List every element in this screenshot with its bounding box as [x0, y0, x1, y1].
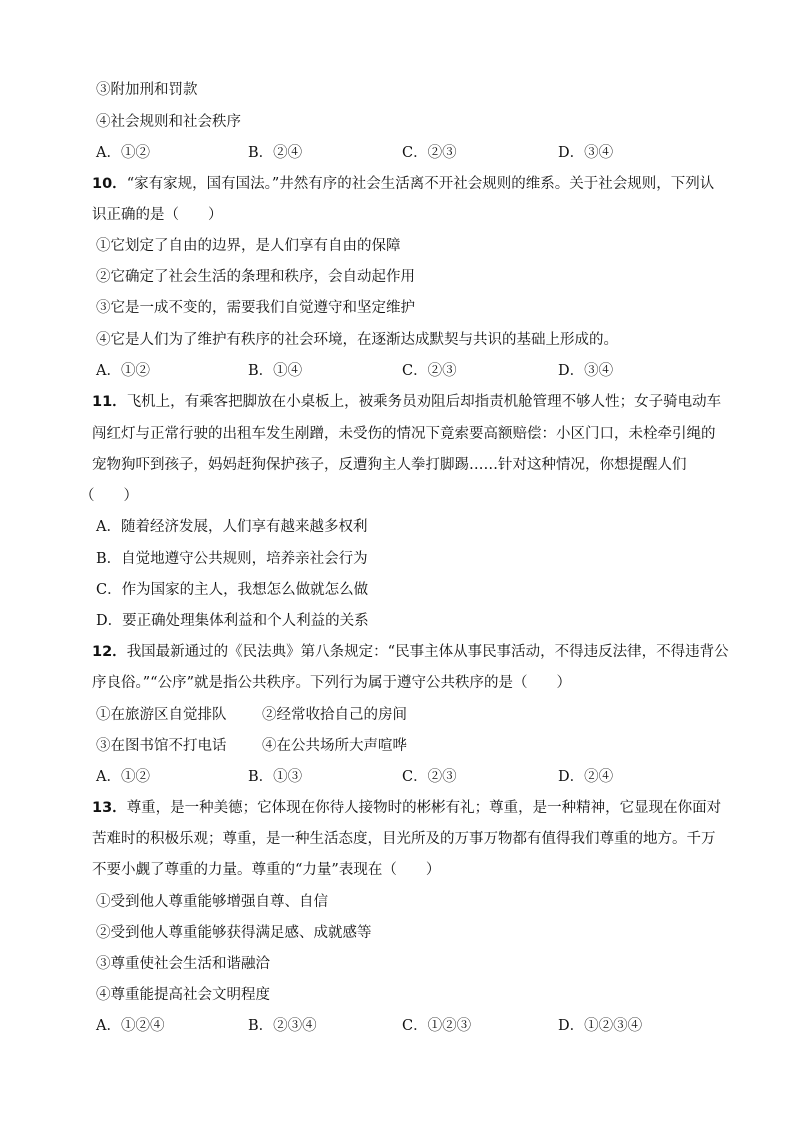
q11-stem-line-4: （ ） — [80, 488, 138, 504]
q10-option-d: D．③④ — [558, 363, 614, 379]
q9-option-c: C．②③ — [402, 145, 457, 161]
q12-item-4: ④在公共场所大声喧哗 — [262, 738, 407, 754]
q11-option-d: D．要正确处理集体利益和个人利益的关系 — [96, 613, 369, 629]
q9-option-b: B．②④ — [248, 145, 303, 161]
q12-item-1: ①在旅游区自觉排队 — [96, 707, 227, 723]
q10-item-3: ③它是一成不变的，需要我们自觉遵守和坚定维护 — [96, 300, 415, 316]
q10-item-2: ②它确定了社会生活的条理和秩序，会自动起作用 — [96, 269, 415, 285]
q13-item-1: ①受到他人尊重能够增强自尊、自信 — [96, 894, 328, 910]
q9-item-4: ④社会规则和社会秩序 — [96, 114, 241, 130]
q9-item-3: ③附加刑和罚款 — [96, 82, 198, 98]
q13-stem-line-2: 苦难时的积极乐观；尊重，是一种生活态度，目光所及的万事万物都有值得我们尊重的地方。千万 — [92, 831, 716, 847]
q13-item-2: ②受到他人尊重能够获得满足感、成就感等 — [96, 925, 372, 941]
q13-stem-line-3: 不要小觑了尊重的力量。尊重的“力量”表现在（ ） — [92, 862, 441, 878]
q12-item-2: ②经常收拾自己的房间 — [262, 707, 407, 723]
q11-option-c: C．作为国家的主人，我想怎么做就怎么做 — [96, 582, 369, 598]
q10-number: 10． — [92, 176, 127, 192]
q10-item-4: ④它是人们为了维护有秩序的社会环境，在逐渐达成默契与共识的基础上形成的。 — [96, 332, 618, 348]
q13-item-3: ③尊重使社会生活和谐融洽 — [96, 956, 270, 972]
q12-number: 12． — [92, 644, 127, 660]
q13-option-a: A．①②④ — [96, 1018, 165, 1034]
q10-item-1: ①它划定了自由的边界，是人们享有自由的保障 — [96, 238, 401, 254]
q11-stem-line-2: 闯红灯与正常行驶的出租车发生剐蹭，未受伤的情况下竟索要高额赔偿：小区门口，未栓牵引绳的 — [92, 426, 716, 442]
q10-option-c: C．②③ — [402, 363, 457, 379]
q11-option-a: A．随着经济发展，人们享有越来越多权利 — [96, 519, 368, 535]
q13-number: 13． — [92, 800, 127, 816]
q10-option-b: B．①④ — [248, 363, 303, 379]
q13-item-4: ④尊重能提高社会文明程度 — [96, 987, 270, 1003]
q11-stem-text-1: 飞机上，有乘客把脚放在小桌板上，被乘务员劝阻后却指责机舱管理不够人性；女子骑电动车 — [126, 394, 722, 410]
q11-number: 11． — [92, 394, 127, 410]
q10-stem-text-1: “家有家规，国有国法。”井然有序的社会生活离不开社会规则的维系。关于社会规则，下列认 — [126, 176, 715, 192]
q12-option-c: C．②③ — [402, 769, 457, 785]
q12-stem-line-1 — [92, 642, 729, 662]
q11-stem-line-1 — [92, 392, 721, 412]
q10-stem-line-2: 识正确的是（ ） — [92, 207, 223, 223]
q12-stem-text-1: 我国最新通过的《民法典》第八条规定：“民事主体从事民事活动，不得违反法律，不得违背公 — [126, 644, 729, 660]
q13-option-d: D．①②③④ — [558, 1018, 643, 1034]
q13-stem-line-1 — [92, 798, 721, 818]
q9-option-d: D．③④ — [558, 145, 614, 161]
q13-option-b: B．②③④ — [248, 1018, 317, 1034]
q12-option-d: D．②④ — [558, 769, 614, 785]
q13-option-c: C．①②③ — [402, 1018, 472, 1034]
q12-item-3: ③在图书馆不打电话 — [96, 738, 227, 754]
q12-option-b: B．①③ — [248, 769, 303, 785]
q12-stem-line-2: 序良俗。”“公序”就是指公共秩序。下列行为属于遵守公共秩序的是（ ） — [92, 675, 571, 691]
q13-stem-text-1: 尊重，是一种美德；它体现在你待人接物时的彬彬有礼；尊重，是一种精神，它显现在你面对 — [126, 800, 722, 816]
q9-option-a: A．①② — [96, 145, 150, 161]
q11-stem-line-3: 宠物狗吓到孩子，妈妈赶狗保护孩子，反遭狗主人拳打脚踢……针对这种情况，你想提醒人们 — [92, 457, 687, 473]
q11-option-b: B．自觉地遵守公共规则，培养亲社会行为 — [96, 551, 368, 567]
q10-option-a: A．①② — [96, 363, 150, 379]
q12-option-a: A．①② — [96, 769, 150, 785]
q10-stem-line-1 — [92, 174, 714, 194]
